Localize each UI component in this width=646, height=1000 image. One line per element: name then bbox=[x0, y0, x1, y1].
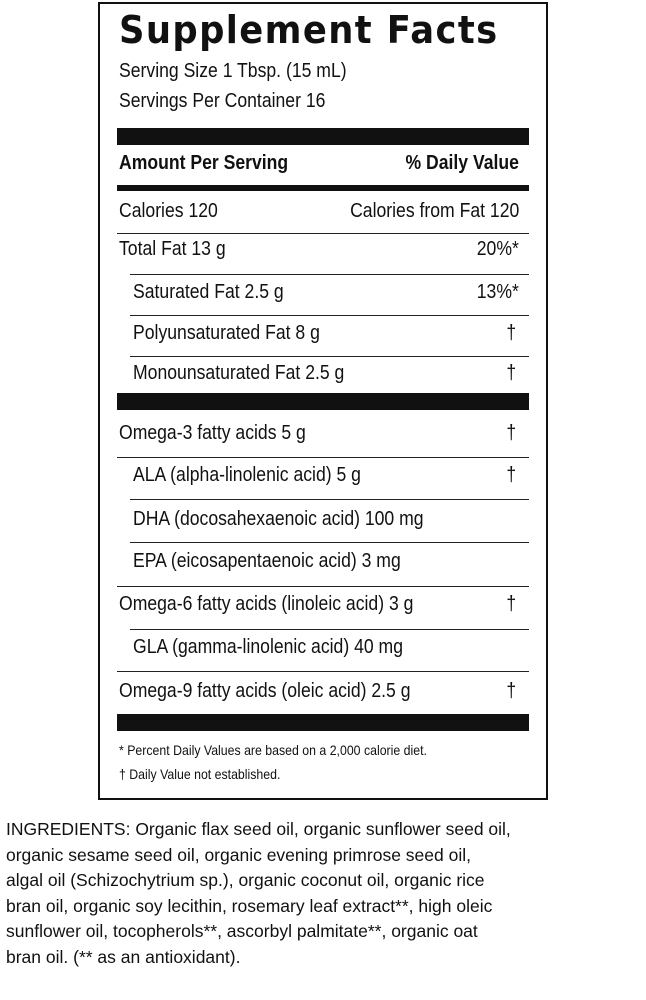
ingredients-line: algal oil (Schizochytrium sp.), organic coconut oil, organic rice bbox=[6, 870, 485, 890]
ingredients-line: sunflower oil, tocopherols**, ascorbyl palmitate**, organic oat bbox=[6, 921, 478, 941]
footnote-percent-daily-values: * Percent Daily Values are based on a 2,000 calorie diet. bbox=[119, 742, 427, 758]
omega-3-label: Omega-3 fatty acids 5 g bbox=[119, 422, 306, 444]
calories: Calories 120 bbox=[119, 200, 218, 222]
daily-value-header: % Daily Value bbox=[405, 152, 519, 174]
ala-dv: † bbox=[506, 464, 516, 486]
row-divider bbox=[130, 499, 529, 500]
thick-divider bbox=[117, 393, 529, 410]
row-divider bbox=[117, 457, 529, 458]
total-fat-dv: 20%* bbox=[476, 238, 519, 260]
supplement-facts-panel bbox=[98, 2, 548, 800]
total-fat-label: Total Fat 13 g bbox=[119, 238, 226, 260]
omega-6-dv: † bbox=[506, 593, 516, 615]
row-divider bbox=[130, 629, 529, 630]
thick-divider bbox=[117, 128, 529, 145]
panel-title: Supplement Facts bbox=[119, 8, 499, 52]
dha-label: DHA (docosahexaenoic acid) 100 mg bbox=[133, 508, 424, 530]
row-divider bbox=[130, 542, 529, 543]
calories-from-fat: Calories from Fat 120 bbox=[349, 200, 519, 222]
ingredients-line: bran oil, organic soy lecithin, rosemary leaf extract**, high oleic bbox=[6, 895, 493, 916]
ala-label: ALA (alpha-linolenic acid) 5 g bbox=[133, 464, 361, 486]
medium-divider bbox=[117, 185, 529, 191]
row-divider bbox=[117, 586, 529, 587]
monounsaturated-fat-dv: † bbox=[506, 362, 516, 384]
omega-3-dv: † bbox=[506, 422, 516, 444]
epa-label: EPA (eicosapentaenoic acid) 3 mg bbox=[133, 550, 401, 572]
row-divider bbox=[117, 671, 529, 672]
gla-label: GLA (gamma-linolenic acid) 40 mg bbox=[133, 636, 403, 658]
ingredients-line: INGREDIENTS: Organic flax seed oil, organic sunflower seed oil, bbox=[6, 819, 511, 839]
row-divider bbox=[130, 356, 529, 357]
row-divider bbox=[117, 233, 529, 234]
omega-9-label: Omega-9 fatty acids (oleic acid) 2.5 g bbox=[119, 680, 411, 702]
thick-divider bbox=[117, 714, 529, 731]
saturated-fat-label: Saturated Fat 2.5 g bbox=[133, 281, 284, 303]
omega-9-dv: † bbox=[506, 680, 516, 702]
footnote-dagger: † Daily Value not established. bbox=[119, 766, 281, 782]
amount-per-serving-header: Amount Per Serving bbox=[119, 152, 289, 174]
monounsaturated-fat-label: Monounsaturated Fat 2.5 g bbox=[133, 362, 345, 384]
polyunsaturated-fat-dv: † bbox=[506, 322, 516, 344]
ingredients-paragraph bbox=[6, 817, 646, 970]
ingredients-line: bran oil. (** as an antioxidant). bbox=[6, 946, 241, 967]
saturated-fat-dv: 13%* bbox=[476, 281, 519, 303]
row-divider bbox=[130, 315, 529, 316]
row-divider bbox=[130, 274, 529, 275]
polyunsaturated-fat-label: Polyunsaturated Fat 8 g bbox=[133, 322, 320, 344]
ingredients-line: organic sesame seed oil, organic evening primrose seed oil, bbox=[6, 844, 471, 865]
serving-size: Serving Size 1 Tbsp. (15 mL) bbox=[119, 60, 347, 82]
omega-6-label: Omega-6 fatty acids (linoleic acid) 3 g bbox=[119, 593, 414, 615]
servings-per-container: Servings Per Container 16 bbox=[119, 90, 326, 112]
